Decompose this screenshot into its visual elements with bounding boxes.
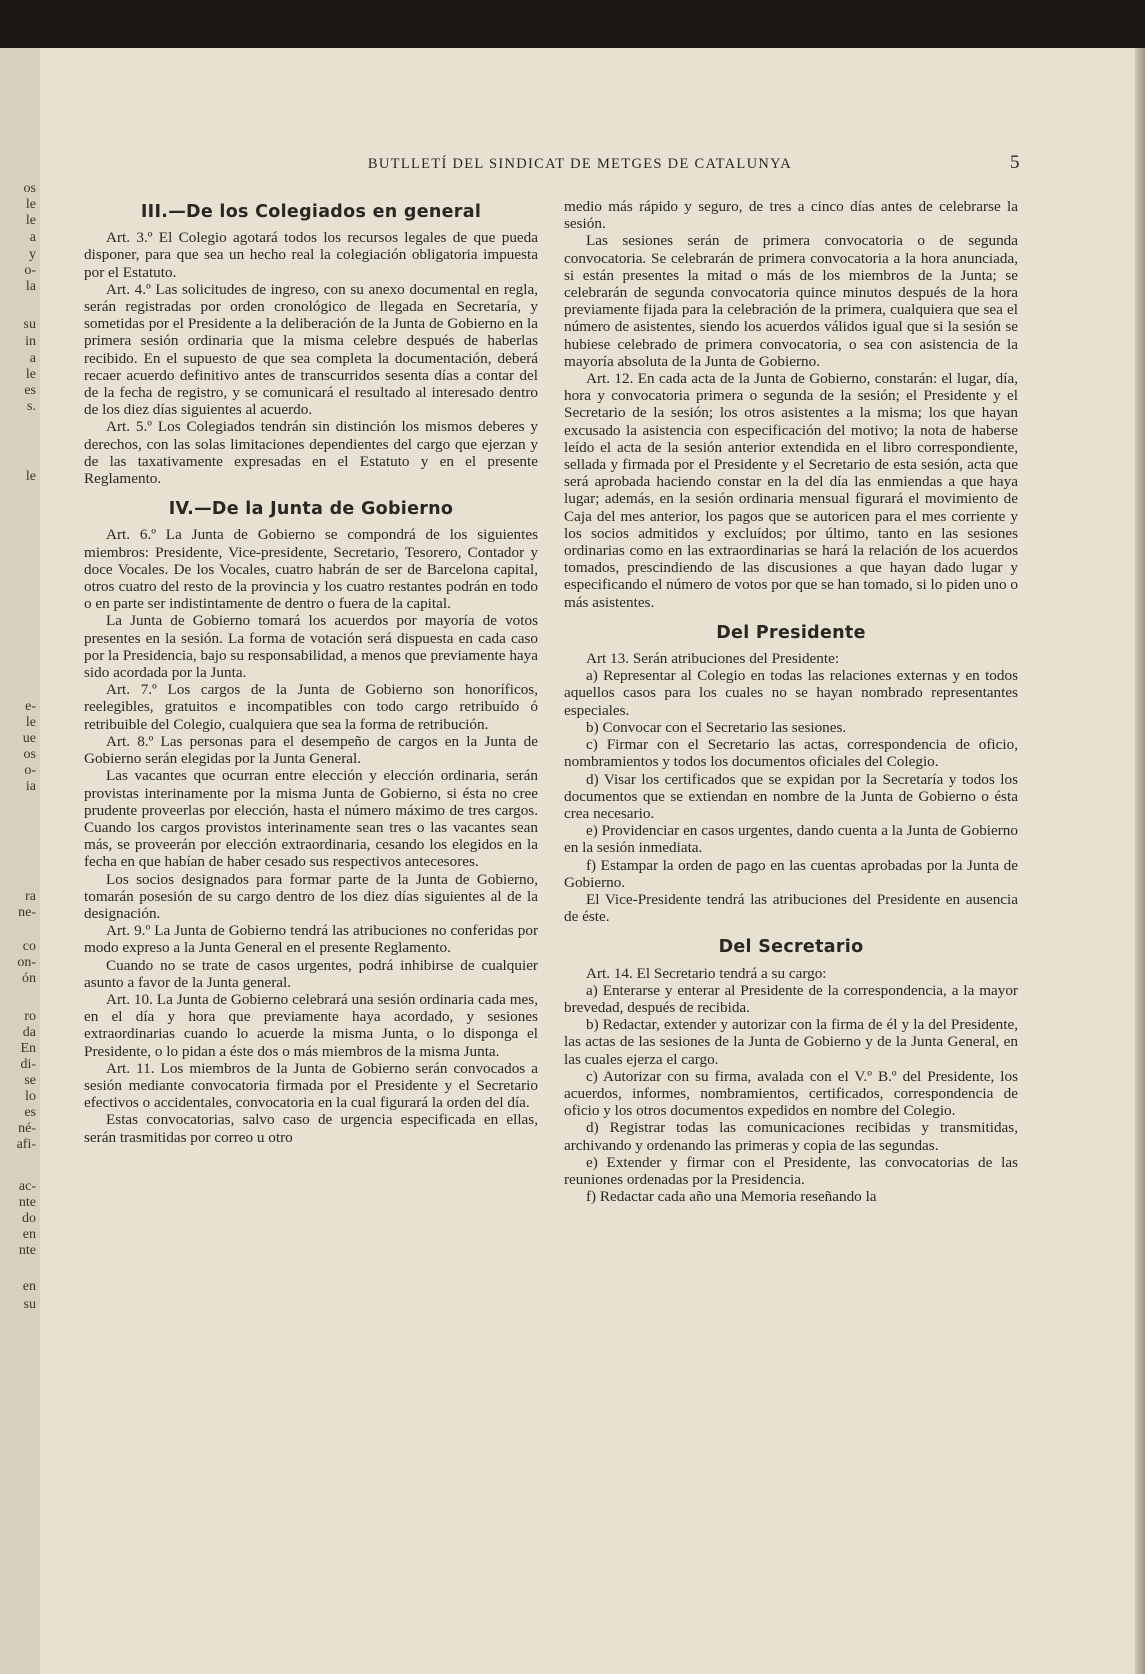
paragraph: Art. 14. El Secretario tendrá a su cargo: [586,964,827,982]
paragraph: a) Representar al Colegio en todas las relaciones externas y en todos aquellos casos para los cuales no se hayan nombrado representantes especiales. [564,667,1018,719]
previous-page-fragment: le [25,715,36,730]
previous-page-fragment: o- [24,763,36,778]
paragraph: Art. 6.º La Junta de Gobierno se compondrá de los siguientes miembros: Presidente, Vice-presidente, Secretario, Tesorero, Contador y doce Vocales. De los Vocales, cuatro habrán de ser de Barcelona capital, otros cuatro del resto de la provincia y los cuatro restantes podrán en todo o en parte ser indistintamente de dentro o fuera de la capital. [84,526,538,613]
previous-page-fragment: da [22,1025,36,1040]
paragraph: d) Registrar todas las comunicaciones recibidas y transmitidas, archivando y ordenando las primeras y copia de las segundas. [564,1119,1018,1154]
previous-page-fragment: le [25,213,36,228]
paragraph: Estas convocatorias, salvo caso de urgencia especificada en ellas, serán trasmitidas por correo u otro [84,1111,538,1146]
previous-page-fragment: afi- [16,1137,36,1152]
left-column [84,198,538,1146]
paragraph: b) Convocar con el Secretario las sesiones. [586,718,847,736]
paragraph: b) Redactar, extender y autorizar con la firma de él y la del Presidente, las actas de las sesiones de la Junta de Gobierno y de la Junta General, en las cuales ejerza el cargo. [564,1016,1018,1068]
previous-page-fragment: es [24,1105,36,1120]
paragraph: f) Redactar cada año una Memoria reseñando la [586,1188,877,1206]
paragraph: El Vice-Presidente tendrá las atribuciones del Presidente en ausencia de éste. [564,890,1018,926]
paragraph: Art. 7.º Los cargos de la Junta de Gobierno son honoríficos, reelegibles, gratuitos e incompatibles con todo cargo retribuído ó retribuible del Colegio, cualquiera que sea la forma de retribución. [84,681,538,733]
paragraph: a) Enterarse y enterar al Presidente de la correspondencia, a la mayor brevedad, después de recibida. [564,981,1018,1016]
previous-page-fragment: on- [17,955,36,970]
previous-page-fragment: ia [25,779,36,794]
previous-page-fragment: né- [18,1121,36,1136]
previous-page-fragment: os [23,181,36,196]
previous-page-fragment: le [25,469,36,484]
previous-page-fragment: y [29,247,36,262]
paragraph: Art. 9.º La Junta de Gobierno tendrá las atribuciones no conferidas por modo expreso a la Junta General en el presente Reglamento. [84,922,538,957]
previous-page-fragment: en [22,1279,36,1294]
paragraph: e) Extender y firmar con el Presidente, las convocatorias de las reuniones ordenadas por la Presidencia. [564,1153,1018,1188]
paragraph: Art. 11. Los miembros de la Junta de Gobierno serán convocados a sesión mediante convocatoria firmada por el Presidente y el Secretario efectivos o accidentales, convocatoria en la cual figurará la orden del día. [84,1059,538,1112]
paragraph: e) Providenciar en casos urgentes, dando cuenta a la Junta de Gobierno en la sesión inmediata. [564,822,1018,857]
previous-page-fragment: ac- [18,1179,36,1194]
previous-page-fragment: su [23,1297,36,1312]
paragraph: f) Estampar la orden de pago en las cuentas aprobadas por la Junta de Gobierno. [564,856,1018,891]
paragraph: Las sesiones serán de primera convocatoria o de segunda convocatoria. Se celebrarán de primera convocatoria a la hora anunciada, si están presentes la mitad o más de los miembros de la Junta; se celebrarán de segunda convocatoria quince minutos después de la hora previamente fijada para la celebración de la primera, cualquiera que sea el número de asistentes, siendo los acuerdos válidos igual que si la sesión se hubiese celebrado de primera convocatoria, o sea con asistencia de la mayoría absoluta de la Junta de Gobierno. [564,232,1018,370]
previous-page-fragment: En [20,1041,36,1056]
previous-page-fragment: a [29,230,36,245]
paragraph: Art. 4.º Las solicitudes de ingreso, con su anexo documental en regla, serán registradas por orden cronológico de llegada en Secretaría, y sometidas por el Presidente a la deliberación de la Junta de Gobierno en la primera sesión ordinaria que la misma celebre después de haberlas recibido. En el supuesto de que sea completa la documentación, deberá recaer acuerdo definitivo antes de transcurridos sesenta días a contar del de la fecha de registro, y se comunicará el resultado al interesado dentro de los diez días siguientes al acuerdo. [84,280,538,419]
paragraph: Las vacantes que ocurran entre elección y elección ordinaria, serán provistas interinamente por la misma Junta de Gobierno, si ésta no cree prudente proveerlas por elección, hasta el número máximo de tres cargos. Cuando los cargos provistos interinamente sean tres o las vacantes sean más, se proveerán por elección extraordinaria, cesando los elegidos en la fecha en que habían de haber cesado sus respectivos antecesores. [84,767,538,871]
previous-page-fragment: nte [18,1243,36,1258]
paragraph: c) Firmar con el Secretario las actas, correspondencia de oficio, nombramientos y todos los documentos oficiales del Colegio. [564,736,1018,771]
previous-page-fragment: o- [24,263,36,278]
previous-page-fragment: e- [25,699,36,714]
page-number: 5 [1010,152,1020,173]
paragraph: Art. 5.º Los Colegiados tendrán sin distinción los mismos deberes y derechos, con las solas limitaciones dependientes del cargo que ejerzan y de las taxativamente expresadas en el Estatuto y en el presente Reglamento. [84,418,538,488]
previous-page-fragment: ón [22,971,36,986]
previous-page-fragment: do [22,1211,36,1226]
paragraph: d) Visar los certificados que se expidan por la Secretaría y todos los documentos que se extiendan en nombre de la Junta de Gobierno o ésta crea necesario. [564,770,1018,822]
page [40,48,1145,1674]
section-heading: Del Secretario [718,937,864,958]
previous-page-fragment: la [25,279,36,294]
paragraph: Cuando no se trate de casos urgentes, podrá inhibirse de cualquier asunto a favor de la Junta general. [84,956,538,991]
paragraph: c) Autorizar con su firma, avalada con el V.º B.º del Presidente, los acuerdos, informes, nombramientos, certificados, correspondencia de oficio y los otros documentos expedidos en nombre del Colegio. [564,1067,1018,1120]
previous-page-fragment: su [23,317,36,332]
previous-page-fragment: lo [25,1089,36,1104]
paragraph: Los socios designados para formar parte de la Junta de Gobierno, tomarán posesión de su cargo dentro de los diez días siguientes al de la designación. [84,870,538,922]
previous-page-fragment: a [29,351,36,366]
page-edge [1135,48,1145,1674]
paragraph: Art. 12. En cada acta de la Junta de Gobierno, constarán: el lugar, día, hora y convocatoria primera o segunda de la sesión; el Presidente y el Secretario de la sesión; los otros asistentes a la misma; los que hayan excusado la asistencia con especificación del motivo; la nota de haberse leído el acta de la sesión anterior extendida en el libro correspondiente, sellada y firmada por el Presidente y el Secretario de esta sesión, acta que será aprobada haciendo constar en la del día las enmiendas a que haya lugar; además, en la sesión ordinaria mensual figurará el movimiento de Caja del mes anterior, los pagos que se autoricen para el mes corriente y los socios admitidos y excluídos; por último, tanto en las sesiones ordinarias como en las extraordinarias se hará la relación de los acuerdos tomados, prescindiendo de las discusiones a que hayan dado lugar y especificando el número de votos por que se han tomado, si lo piden uno o más asistentes. [564,370,1018,611]
previous-page-fragment: ue [22,731,36,746]
previous-page-fragment: ne- [18,905,36,920]
section-heading: Del Presidente [716,622,866,643]
previous-page-fragment: in [25,334,36,349]
previous-page-fragment: le [25,367,36,382]
paragraph: Art. 10. La Junta de Gobierno celebrará una sesión ordinaria cada mes, en el día y hora que previamente haya acordado, y sesiones extraordinarias cuando lo acuerde la misma Junta, o lo disponga el Presidente, o lo pidan a éste dos o más miembros de la misma Junta. [84,990,538,1060]
previous-page-fragment: se [24,1073,36,1088]
previous-page-fragment: es [24,383,36,398]
previous-page-fragment: os [23,747,36,762]
running-header: BUTLLETÍ DEL SINDICAT DE METGES DE CATALUNYA [367,156,793,172]
previous-page-fragment: co [22,939,36,954]
paragraph: Art 13. Serán atribuciones del Presidente: [586,650,840,668]
paragraph: medio más rápido y seguro, de tres a cinco días antes de celebrarse la sesión. [564,198,1018,233]
previous-page-fragment: ro [24,1009,36,1024]
previous-page-fragment: s. [27,399,36,414]
previous-page-fragment: le [25,197,36,212]
right-column [564,198,1018,1205]
previous-page-fragment: di- [20,1057,36,1072]
paragraph: Art. 3.º El Colegio agotará todos los recursos legales de que pueda disponer, para que sea un hecho real la colegiación obligatoria impuesta por el Estatuto. [84,229,538,281]
previous-page-fragment: ra [25,889,36,904]
paragraph: La Junta de Gobierno tomará los acuerdos por mayoría de votos presentes en la sesión. La forma de votación será dispuesta en cada caso por la Presidencia, bajo su responsabilidad, a menos que previamente haya sido acordada por la Junta. [84,612,538,682]
previous-page-fragment: en [22,1227,36,1242]
section-heading: IV.—De la Junta de Gobierno [168,499,454,520]
previous-page-edge [0,48,40,1674]
previous-page-fragment: nte [18,1195,36,1210]
paragraph: Art. 8.º Las personas para el desempeño de cargos en la Junta de Gobierno serán elegidas por la Junta General. [84,732,538,768]
section-heading: III.—De los Colegiados en general [140,202,482,222]
